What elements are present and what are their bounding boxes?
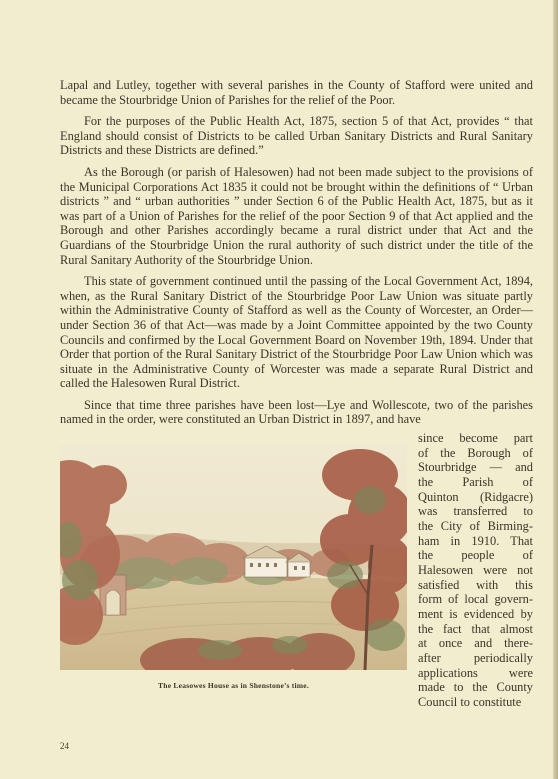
leasowes-house-illustration — [60, 445, 407, 670]
paragraph-3: As the Borough (or parish of Halesowen) had not been made subject to the provisions of the Municipal Corporations Act 1835 it could not be brought within the definitions of “ Urban districts ” and “ urban authorities ” under Section 6 of the Public Health Act, 1875, but as it was part of a Union of Parishes for the relief of the poor Section 9 of that Act applied and the Borough and other Parishes accordingly became a rural district under that Act and the Guardians of the Stourbridge Union the rural authority of such district under the title of the Rural Sanitary Authority of the Stourbridge Union. — [60, 164, 533, 267]
paragraph-2: For the purposes of the Public Health Act, 1875, section 5 of that Act, provides “ that England should consist of Districts to be called Urban Sanitary Districts and Rural Sanitary Districts and these Districts are defined.” — [60, 114, 533, 158]
page-number: 24 — [60, 741, 69, 751]
wrap-line: Council to constitute — [418, 694, 522, 709]
page-edge — [553, 0, 558, 779]
body-text — [60, 78, 533, 434]
wrap-line: the Parish of — [418, 474, 533, 489]
wrap-line: Stourbridge — and — [418, 460, 533, 475]
wrap-line: Halesowen were not — [418, 562, 533, 577]
paragraph-5: Since that time three parishes have been lost—Lye and Wollescote, two of the parishes named in the order, were constituted an Urban District in 1897, and have — [60, 397, 533, 427]
wrap-line: ham in 1910. That — [418, 533, 533, 548]
wrap-line: ment is evidenced by — [418, 606, 533, 621]
wrap-line: the City of Birming- — [418, 518, 533, 533]
wrap-line: applications were — [418, 665, 533, 680]
wrap-line: satisfied with this — [418, 577, 533, 592]
wrap-line: made to the County — [418, 680, 533, 695]
illustration-caption: The Leasowes House as in Shenstone’s time. — [158, 681, 309, 690]
wrap-line: was transferred to — [418, 504, 533, 519]
wrap-line: of the Borough of — [418, 445, 533, 460]
wrap-line: after periodically — [418, 650, 533, 665]
wrap-line: the fact that almost — [418, 621, 533, 636]
wrap-line: since become part — [418, 431, 533, 445]
paragraph-4: This state of government continued until the passing of the Local Government Act, 1894, when, as the Rural Sanitary District of the Stourbridge Poor Law Union was situate partly within the Administrative County of Stafford as well as the County of Worcester, an Order—under Section 36 of that Act—was made by a Joint Committee appointed by the two County Councils and confirmed by the Local Government Board on November 19th, 1894. Under that Order that portion of the Rural Sanitary District of the Stourbridge Poor Law Union which was situate in the Administrative County of Worcester was made a separate Rural District and called the Halesowen Rural District. — [60, 274, 533, 391]
wrap-line: the people of — [418, 548, 533, 563]
wrap-line: at once and there- — [418, 636, 533, 651]
wrapped-text-column — [418, 431, 533, 709]
wrap-line: form of local govern- — [418, 592, 533, 607]
wrap-line: Quinton (Ridgacre) — [418, 489, 533, 504]
paragraph-1: Lapal and Lutley, together with several parishes in the County of Stafford were united and became the Stourbridge Union of Parishes for the relief of the Poor. — [60, 78, 533, 107]
